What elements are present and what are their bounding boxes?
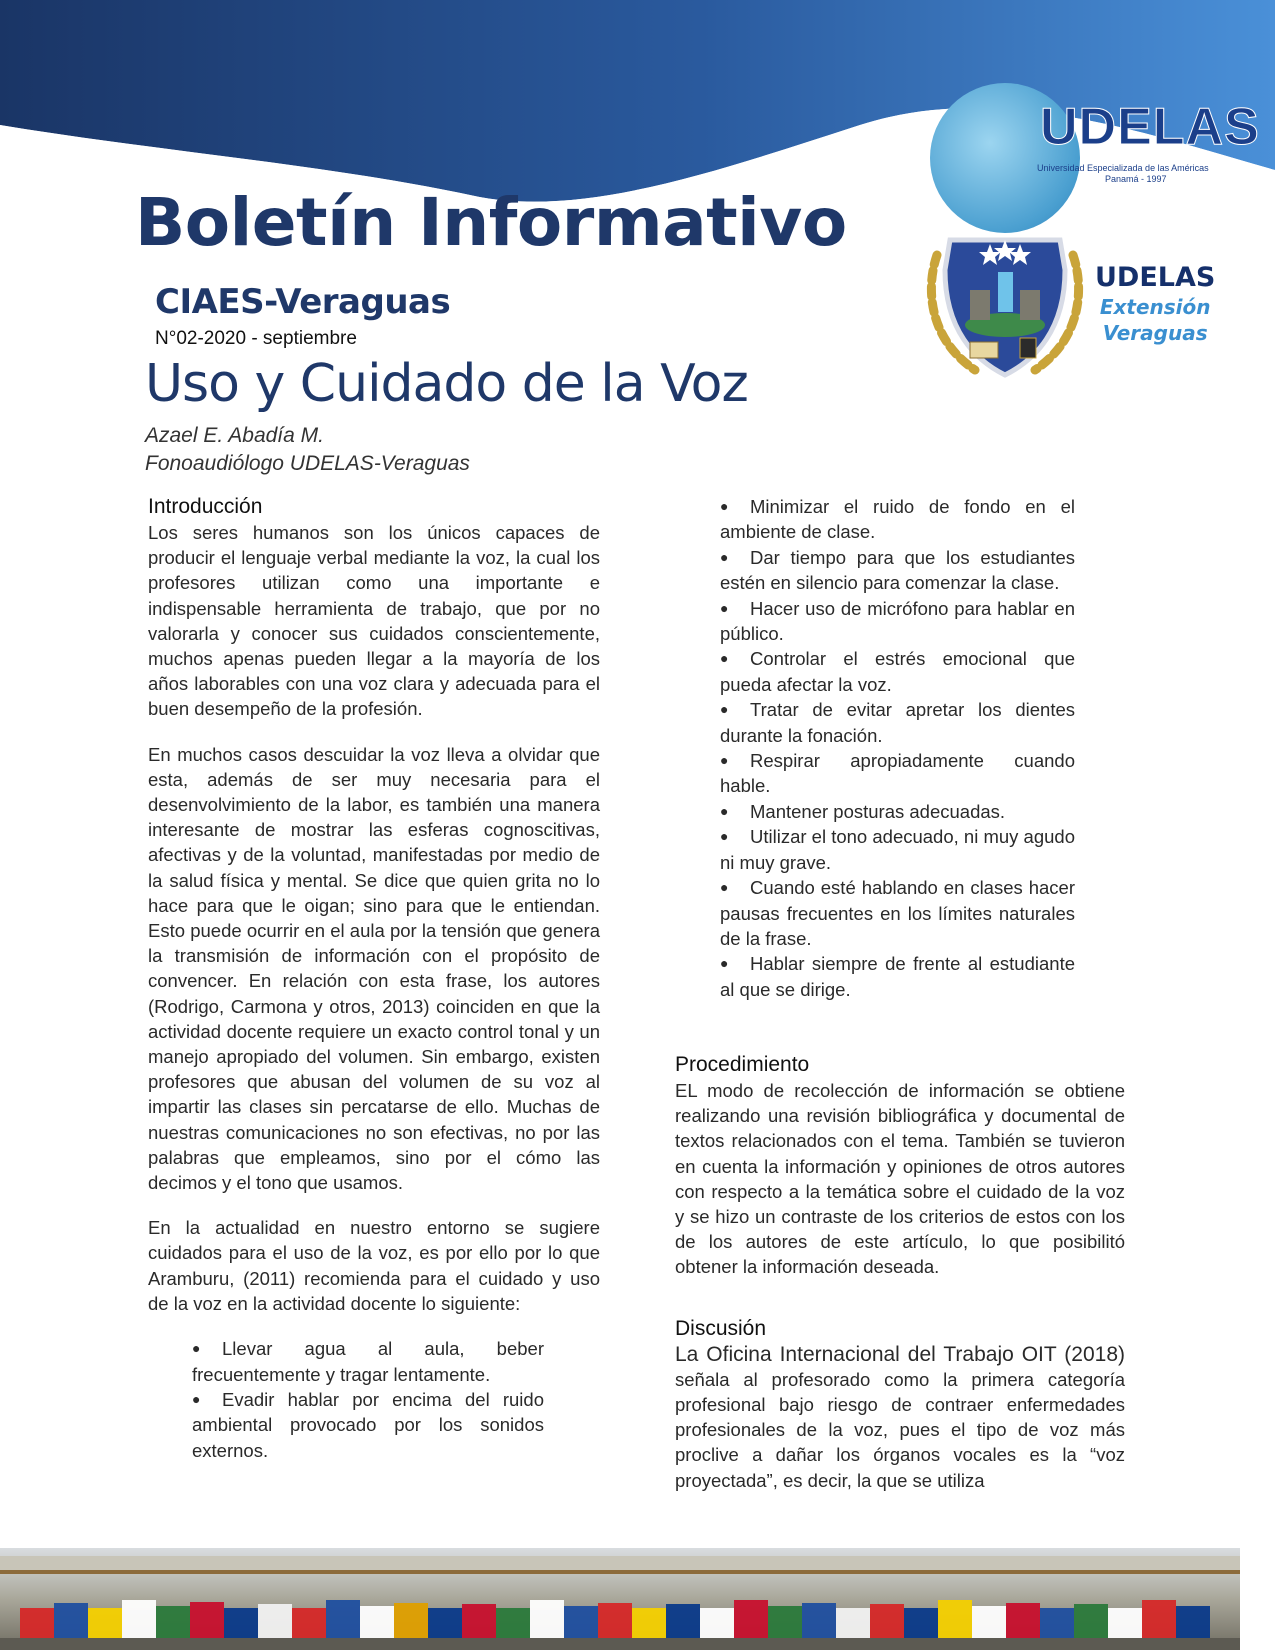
bullet-icon: ● bbox=[720, 879, 729, 896]
left-column bbox=[148, 494, 600, 1463]
bullet-icon: ● bbox=[720, 701, 729, 718]
extension-logo-text bbox=[1095, 262, 1215, 345]
bullet-icon: ● bbox=[192, 1390, 201, 1407]
section-heading-introduccion: Introducción bbox=[148, 495, 263, 518]
author-name: Azael E. Abadía M. bbox=[145, 424, 324, 447]
extension-logo-udelas: UDELAS bbox=[1095, 262, 1216, 293]
bullet-icon: ● bbox=[720, 498, 729, 514]
right-column bbox=[675, 1052, 1125, 1493]
bullet-icon: ● bbox=[720, 752, 729, 769]
intro-paragraph-2: En muchos casos descuidar la voz lleva a olvidar que esta, además de ser muy necesaria para el desenvolvimiento de la labor, es también una manera interesante de mostrar las esferas cognoscitivas, afectivas y de la voluntad, manifestadas por medio de la salud física y mental. Se dice que quien grita no lo hace para que le oigan; sino para que le entiendan. Esto puede ocurrir en el aula por la tensión que genera la transmisión de información con el propósito de convencer. En relación con esta frase, los autores (Rodrigo, Carmona y otros, 2013) coinciden en que la actividad docente requiere un exacto control tonal y un manejo apropiado del volumen. Sin embargo, existen profesores que abusan del volumen de su voz al impartir las clases sin percatarse de ello. Muchas de nuestras comunicaciones no son efectivas, no por las palabras que empleamos, sino por el cómo las decimos y el tono que usamos. bbox=[148, 743, 600, 1194]
discusion-lead: La Oficina Internacional del Trabajo OIT (2018) bbox=[675, 1342, 1125, 1366]
newsletter-subtitle: CIAES-Veraguas bbox=[155, 282, 451, 322]
footer-flags-photo bbox=[0, 1548, 1240, 1650]
bullet-icon: ● bbox=[720, 548, 729, 565]
procedimiento-paragraph: EL modo de recolección de información se obtiene realizando una revisión bibliográfica y documental de textos relacionados con el tema. También se tuvieron en cuenta la información y opiniones de otros autores con respecto a la temática sobre el cuidado de la voz y se hizo un contraste de los criterios de estos con los de los autores de este artículo, lo que posibilitó obtener la información deseada. bbox=[675, 1080, 1125, 1278]
bullet-icon: ● bbox=[720, 599, 729, 616]
section-heading-discusion: Discusión bbox=[675, 1316, 767, 1340]
list-item: ● Hacer uso de micrófono para hablar en público. bbox=[720, 597, 1075, 645]
intro-paragraph-3: En la actualidad en nuestro entorno se sugiere cuidados para el uso de la voz, es por ello por lo que Aramburu, (2011) recomienda para el cuidado y uso de la voz en la actividad docente lo siguiente: bbox=[148, 1217, 600, 1314]
recommendations-column bbox=[720, 494, 1075, 1002]
recommendations-list bbox=[720, 494, 1075, 1002]
list-item: ● Llevar agua al aula, beber frecuentemente y tragar lentamente. bbox=[192, 1338, 544, 1385]
udelas-logo bbox=[925, 75, 1260, 225]
udelas-logo-subtitle: Universidad Especializada de las Américas bbox=[1037, 163, 1209, 173]
author-role: Fonoaudiólogo UDELAS-Veraguas bbox=[145, 452, 470, 475]
bullet-icon: ● bbox=[192, 1340, 201, 1357]
list-item: ● Utilizar el tono adecuado, ni muy agudo ni muy grave. bbox=[720, 826, 1075, 873]
list-item: ● Cuando esté hablando en clases hacer pausas frecuentes en los límites naturales de la frase. bbox=[720, 877, 1075, 949]
intro-list bbox=[192, 1336, 544, 1463]
bullet-icon: ● bbox=[720, 955, 729, 972]
list-item: ● Mantener posturas adecuadas. bbox=[720, 799, 1075, 824]
extension-logo-extension: Extensión bbox=[1099, 295, 1211, 319]
list-item: ● Tratar de evitar apretar los dientes durante la fonación. bbox=[720, 699, 1075, 746]
bullet-icon: ● bbox=[720, 802, 729, 819]
issue-number: N°02-2020 - septiembre bbox=[155, 328, 357, 349]
list-item: ● Hablar siempre de frente al estudiante al que se dirige. bbox=[720, 953, 1075, 1000]
section-heading-procedimiento: Procedimiento bbox=[675, 1053, 810, 1076]
list-item: ● Respirar apropiadamente cuando hable. bbox=[720, 750, 1075, 797]
article-title: Uso y Cuidado de la Voz bbox=[145, 354, 748, 414]
list-item: ● Evadir hablar por encima del ruido ambiental provocado por los sonidos externos. bbox=[192, 1388, 544, 1461]
list-item: ● Minimizar el ruido de fondo en el ambiente de clase. bbox=[720, 496, 1075, 543]
bullet-icon: ● bbox=[720, 828, 729, 845]
author-block bbox=[145, 422, 470, 478]
intro-paragraph-1: Los seres humanos son los únicos capaces de producir el lenguaje verbal mediante la voz, la cual los profesores utilizan como una importante e indispensable herramienta de trabajo, que por no valorarla y conocer sus cuidados conscientemente, muchos apenas pueden llegar a la mayoría de los años laborables con una voz clara y adecuada para el buen desempeño de la profesión. bbox=[148, 522, 600, 720]
bullet-icon: ● bbox=[720, 650, 729, 667]
list-item: ● Controlar el estrés emocional que pueda afectar la voz. bbox=[720, 648, 1075, 695]
udelas-logo-year: Panamá - 1997 bbox=[1105, 174, 1167, 184]
discusion-text: señala al profesorado como la primera categoría profesional bajo riesgo de contraer enfermedades profesionales de la voz, pues el tipo de voz más proclive a dañar los órganos vocales es la “voz proyectada”, es decir, la que se utiliza bbox=[675, 1368, 1125, 1491]
newsletter-title: Boletín Informativo bbox=[135, 184, 847, 261]
discusion-paragraph bbox=[675, 1342, 1125, 1493]
list-item: ● Dar tiempo para que los estudiantes estén en silencio para comenzar la clase. bbox=[720, 546, 1075, 594]
udelas-logo-text: UDELAS bbox=[1040, 98, 1260, 156]
extension-crest-icon bbox=[915, 230, 1095, 380]
extension-logo-veraguas: Veraguas bbox=[1102, 321, 1208, 345]
